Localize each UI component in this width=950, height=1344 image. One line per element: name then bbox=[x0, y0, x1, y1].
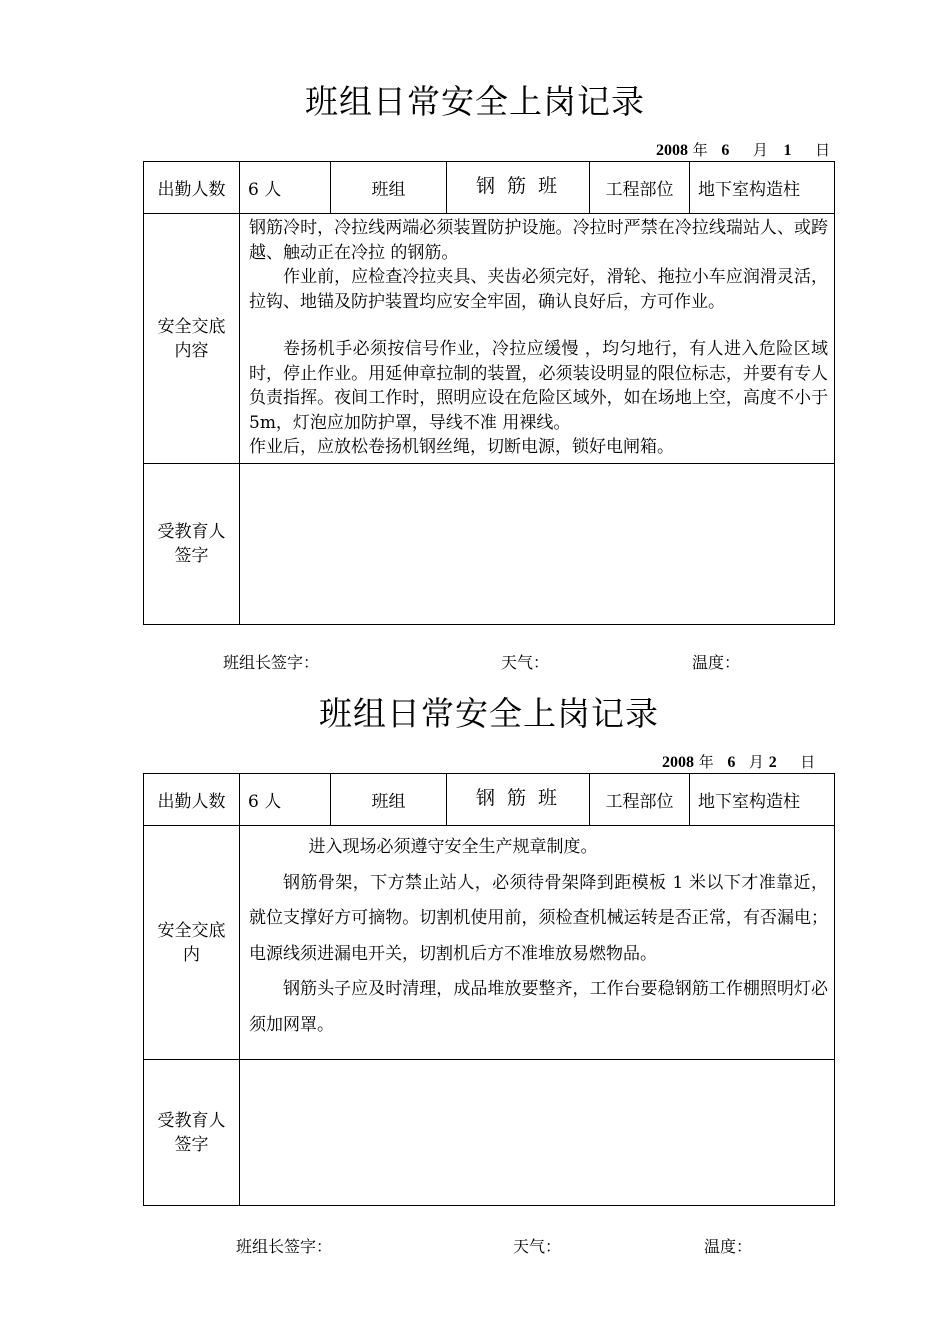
location-label: 工程部位 bbox=[590, 162, 690, 214]
briefing-paragraph: 进入现场必须遵守安全生产规章制度。 bbox=[308, 837, 598, 857]
attendance-label: 出勤人数 bbox=[144, 162, 240, 214]
briefing-label: 安全交底内容 bbox=[144, 214, 240, 464]
date-day: 1 bbox=[783, 142, 792, 159]
temperature-label: 温度： bbox=[692, 653, 741, 672]
date-year-label: 年 bbox=[698, 753, 714, 771]
briefing-content bbox=[240, 826, 835, 1060]
date-day-label: 日 bbox=[815, 141, 831, 159]
record-2-table bbox=[143, 773, 835, 1206]
leader-sign-label: 班组长签字： bbox=[236, 1237, 333, 1256]
record-1-title: 班组日常安全上岗记录 bbox=[305, 82, 645, 121]
briefing-paragraph: 钢筋冷时，冷拉线两端必须装置防护设施。冷拉时严禁在冷拉线瑞站人、或跨越、触动正在冷拉 的钢筋。 bbox=[249, 218, 828, 263]
trainee-label: 受教育人签字 bbox=[144, 464, 240, 625]
location-label: 工程部位 bbox=[590, 774, 690, 826]
date-month-label: 月 bbox=[752, 141, 768, 159]
team-label: 班组 bbox=[331, 774, 447, 826]
briefing-label: 安全交底内 bbox=[144, 826, 240, 1060]
date-day: 2 bbox=[768, 754, 777, 771]
record-2-title: 班组日常安全上岗记录 bbox=[319, 694, 659, 733]
attendance-value: 6 人 bbox=[240, 162, 331, 214]
attendance-value: 6 人 bbox=[240, 774, 331, 826]
team-label: 班组 bbox=[331, 162, 447, 214]
leader-sign-label: 班组长签字： bbox=[223, 653, 320, 672]
trainee-signature-area[interactable] bbox=[240, 1060, 835, 1206]
date-day-label: 日 bbox=[800, 753, 816, 771]
briefing-paragraph: 作业前，应检查冷拉夹具、夹齿必须完好，滑轮、拖拉小车应润滑灵活，拉钩、地锚及防护装置均应安全牢固，确认良好后，方可作业。 bbox=[249, 267, 828, 312]
trainee-signature-area[interactable] bbox=[240, 464, 835, 625]
attendance-label: 出勤人数 bbox=[144, 774, 240, 826]
location-value: 地下室构造柱 bbox=[690, 774, 835, 826]
team-value: 钢 筋 班 bbox=[475, 787, 561, 809]
date-year: 2008 bbox=[656, 142, 688, 159]
record-1-table bbox=[143, 161, 835, 625]
team-value: 钢 筋 班 bbox=[475, 175, 561, 197]
record-1-date bbox=[656, 139, 830, 160]
date-month: 6 bbox=[727, 754, 736, 771]
weather-label: 天气： bbox=[501, 653, 550, 672]
weather-label: 天气： bbox=[513, 1237, 562, 1256]
briefing-paragraph: 钢筋头子应及时清理，成品堆放要整齐，工作台要稳钢筋工作棚照明灯必须加网罩。 bbox=[249, 979, 828, 1035]
briefing-paragraph: 作业后，应放松卷扬机钢丝绳，切断电源，锁好电闸箱。 bbox=[249, 437, 674, 457]
briefing-paragraph: 钢筋骨架，下方禁止站人，必须待骨架降到距模板 1 米以下才准靠近，就位支撑好方可摘物。切割机使用前，须检查机械运转是否正常，有否漏电；电源线须进漏电开关，切割机后方不准堆放易燃物品。 bbox=[249, 872, 828, 964]
record-2-date bbox=[662, 751, 815, 772]
date-year: 2008 bbox=[662, 754, 694, 771]
date-year-label: 年 bbox=[692, 141, 708, 159]
trainee-label: 受教育人签字 bbox=[144, 1060, 240, 1206]
date-month: 6 bbox=[721, 142, 730, 159]
briefing-content bbox=[240, 214, 835, 464]
temperature-label: 温度： bbox=[704, 1237, 753, 1256]
date-month-label: 月 bbox=[748, 753, 764, 771]
briefing-paragraph: 卷扬机手必须按信号作业，冷拉应缓慢 ，均匀地行，有人进入危险区域时，停止作业。用延伸章拉制的装置，必须装设明显的限位标志，并要有专人负责指挥。夜间工作时，照明应设在危险区域外，如在场地上空，高度不小于 5m，灯泡应加防护罩，导线不准 用裸线。 bbox=[249, 339, 828, 433]
location-value: 地下室构造柱 bbox=[690, 162, 835, 214]
